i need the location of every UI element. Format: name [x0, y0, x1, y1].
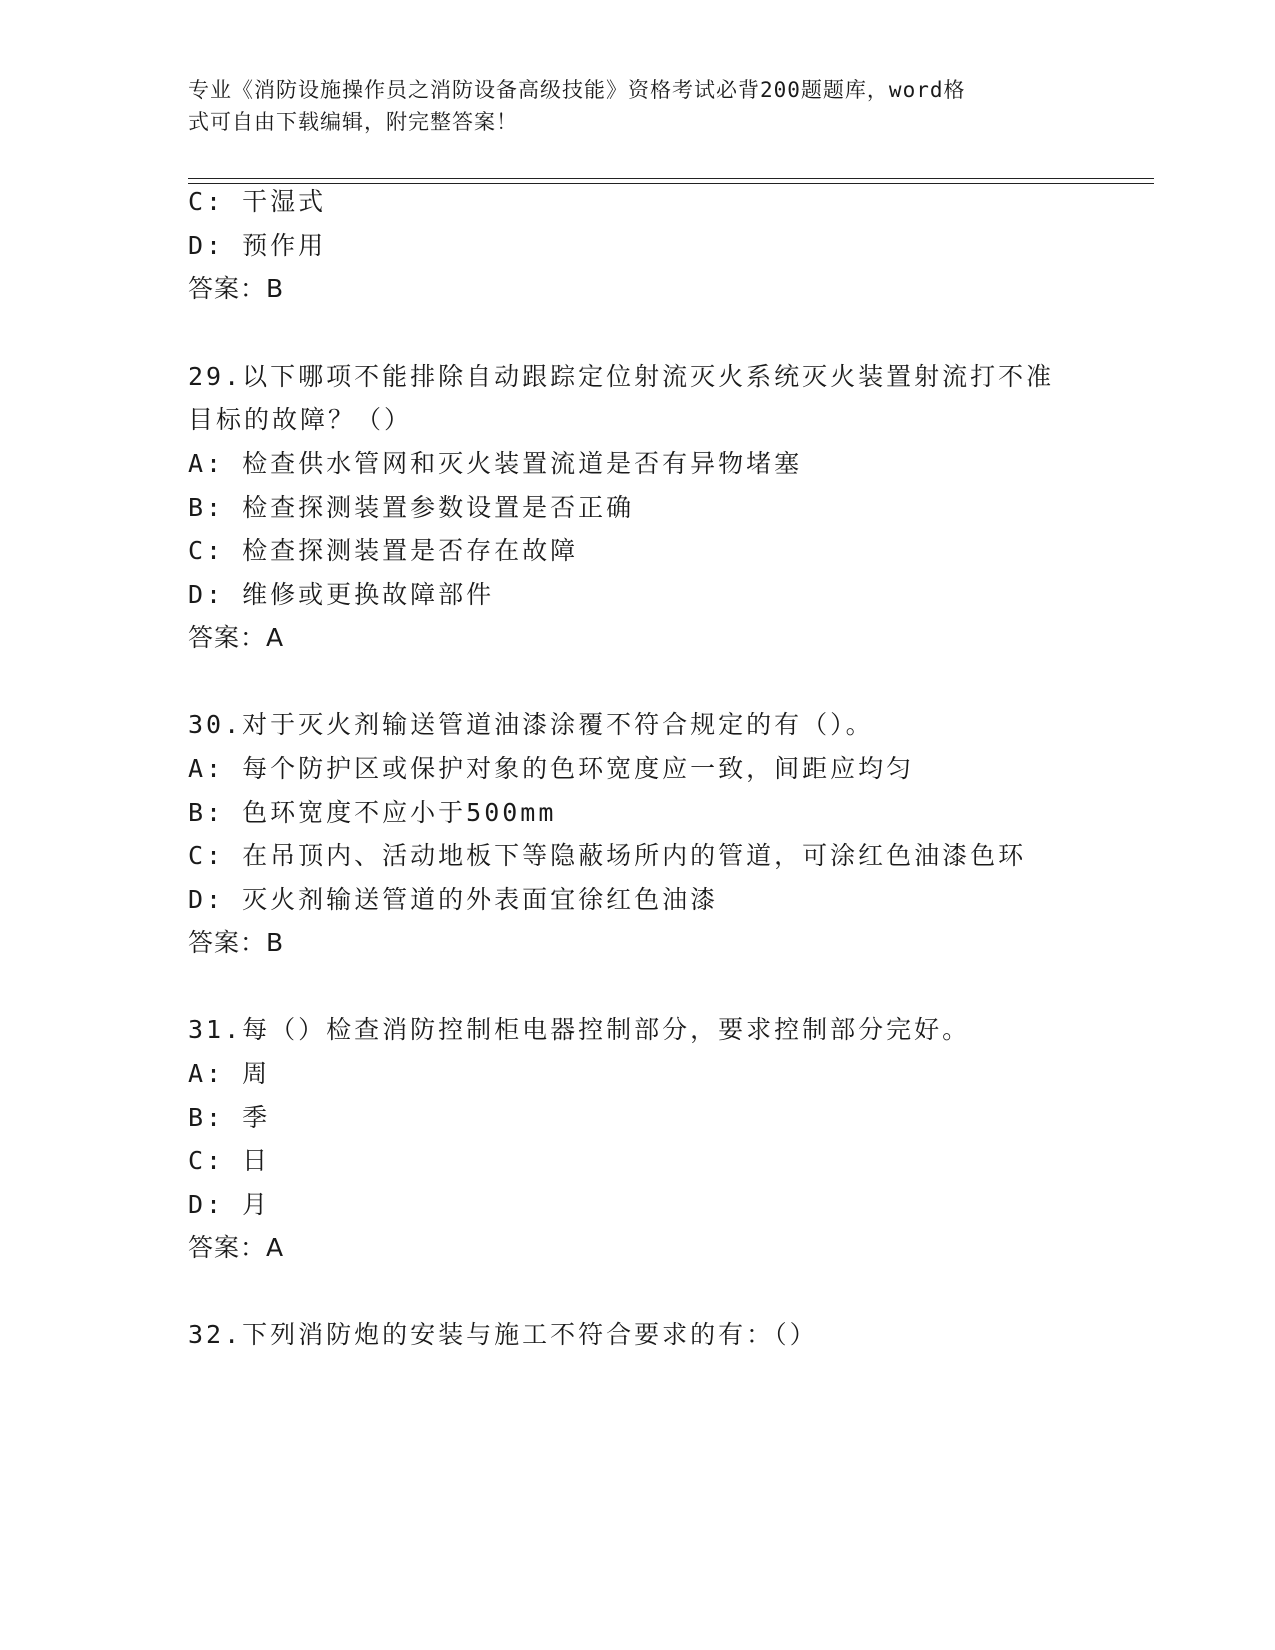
q30-option-b: B: 色环宽度不应小于500mm	[188, 798, 557, 827]
q29-option-d: D: 维修或更换故障部件	[188, 580, 495, 609]
header-divider-bottom	[188, 183, 1154, 184]
prev-option-d: D: 预作用	[188, 231, 327, 260]
q31-stem-line-1: 31.每（）检查消防控制柜电器控制部分，要求控制部分完好。	[188, 1015, 971, 1044]
q30-option-d: D: 灭火剂输送管道的外表面宜徐红色油漆	[188, 885, 719, 914]
header-divider-top	[188, 178, 1154, 179]
q30-stem-line-1: 30.对于灭火剂输送管道油漆涂覆不符合规定的有（）。	[188, 710, 874, 739]
q29-option-a: A: 检查供水管网和灭火装置流道是否有异物堵塞	[188, 449, 803, 478]
header-line-2: 式可自由下载编辑，附完整答案！	[188, 110, 518, 134]
q31-option-c: C: 日	[188, 1146, 271, 1175]
q29-option-b: B: 检查探测装置参数设置是否正确	[188, 493, 635, 522]
q30-answer: 答案：B	[188, 928, 285, 957]
q29-stem-line-1: 29.以下哪项不能排除自动跟踪定位射流灭火系统灭火装置射流打不准	[188, 362, 1055, 391]
document-header	[188, 74, 1068, 138]
prev-answer: 答案：B	[188, 274, 285, 303]
q29-option-c: C: 检查探测装置是否存在故障	[188, 536, 579, 565]
q31-option-d: D: 月	[188, 1190, 271, 1219]
prev-option-c: C: 干湿式	[188, 187, 327, 216]
q31-option-b: B: 季	[188, 1103, 271, 1132]
q31-option-a: A: 周	[188, 1059, 271, 1088]
q31-answer: 答案：A	[188, 1233, 285, 1262]
header-line-1: 专业《消防设施操作员之消防设备高级技能》资格考试必背200题题库，word格	[188, 78, 966, 102]
q29-answer: 答案：A	[188, 623, 285, 652]
q30-option-a: A: 每个防护区或保护对象的色环宽度应一致，间距应均匀	[188, 754, 915, 783]
q29-stem-line-2: 目标的故障？（）	[188, 405, 413, 434]
q32-stem-line-1: 32.下列消防炮的安装与施工不符合要求的有：（）	[188, 1320, 818, 1349]
q30-option-c: C: 在吊顶内、活动地板下等隐蔽场所内的管道，可涂红色油漆色环	[188, 841, 1027, 870]
